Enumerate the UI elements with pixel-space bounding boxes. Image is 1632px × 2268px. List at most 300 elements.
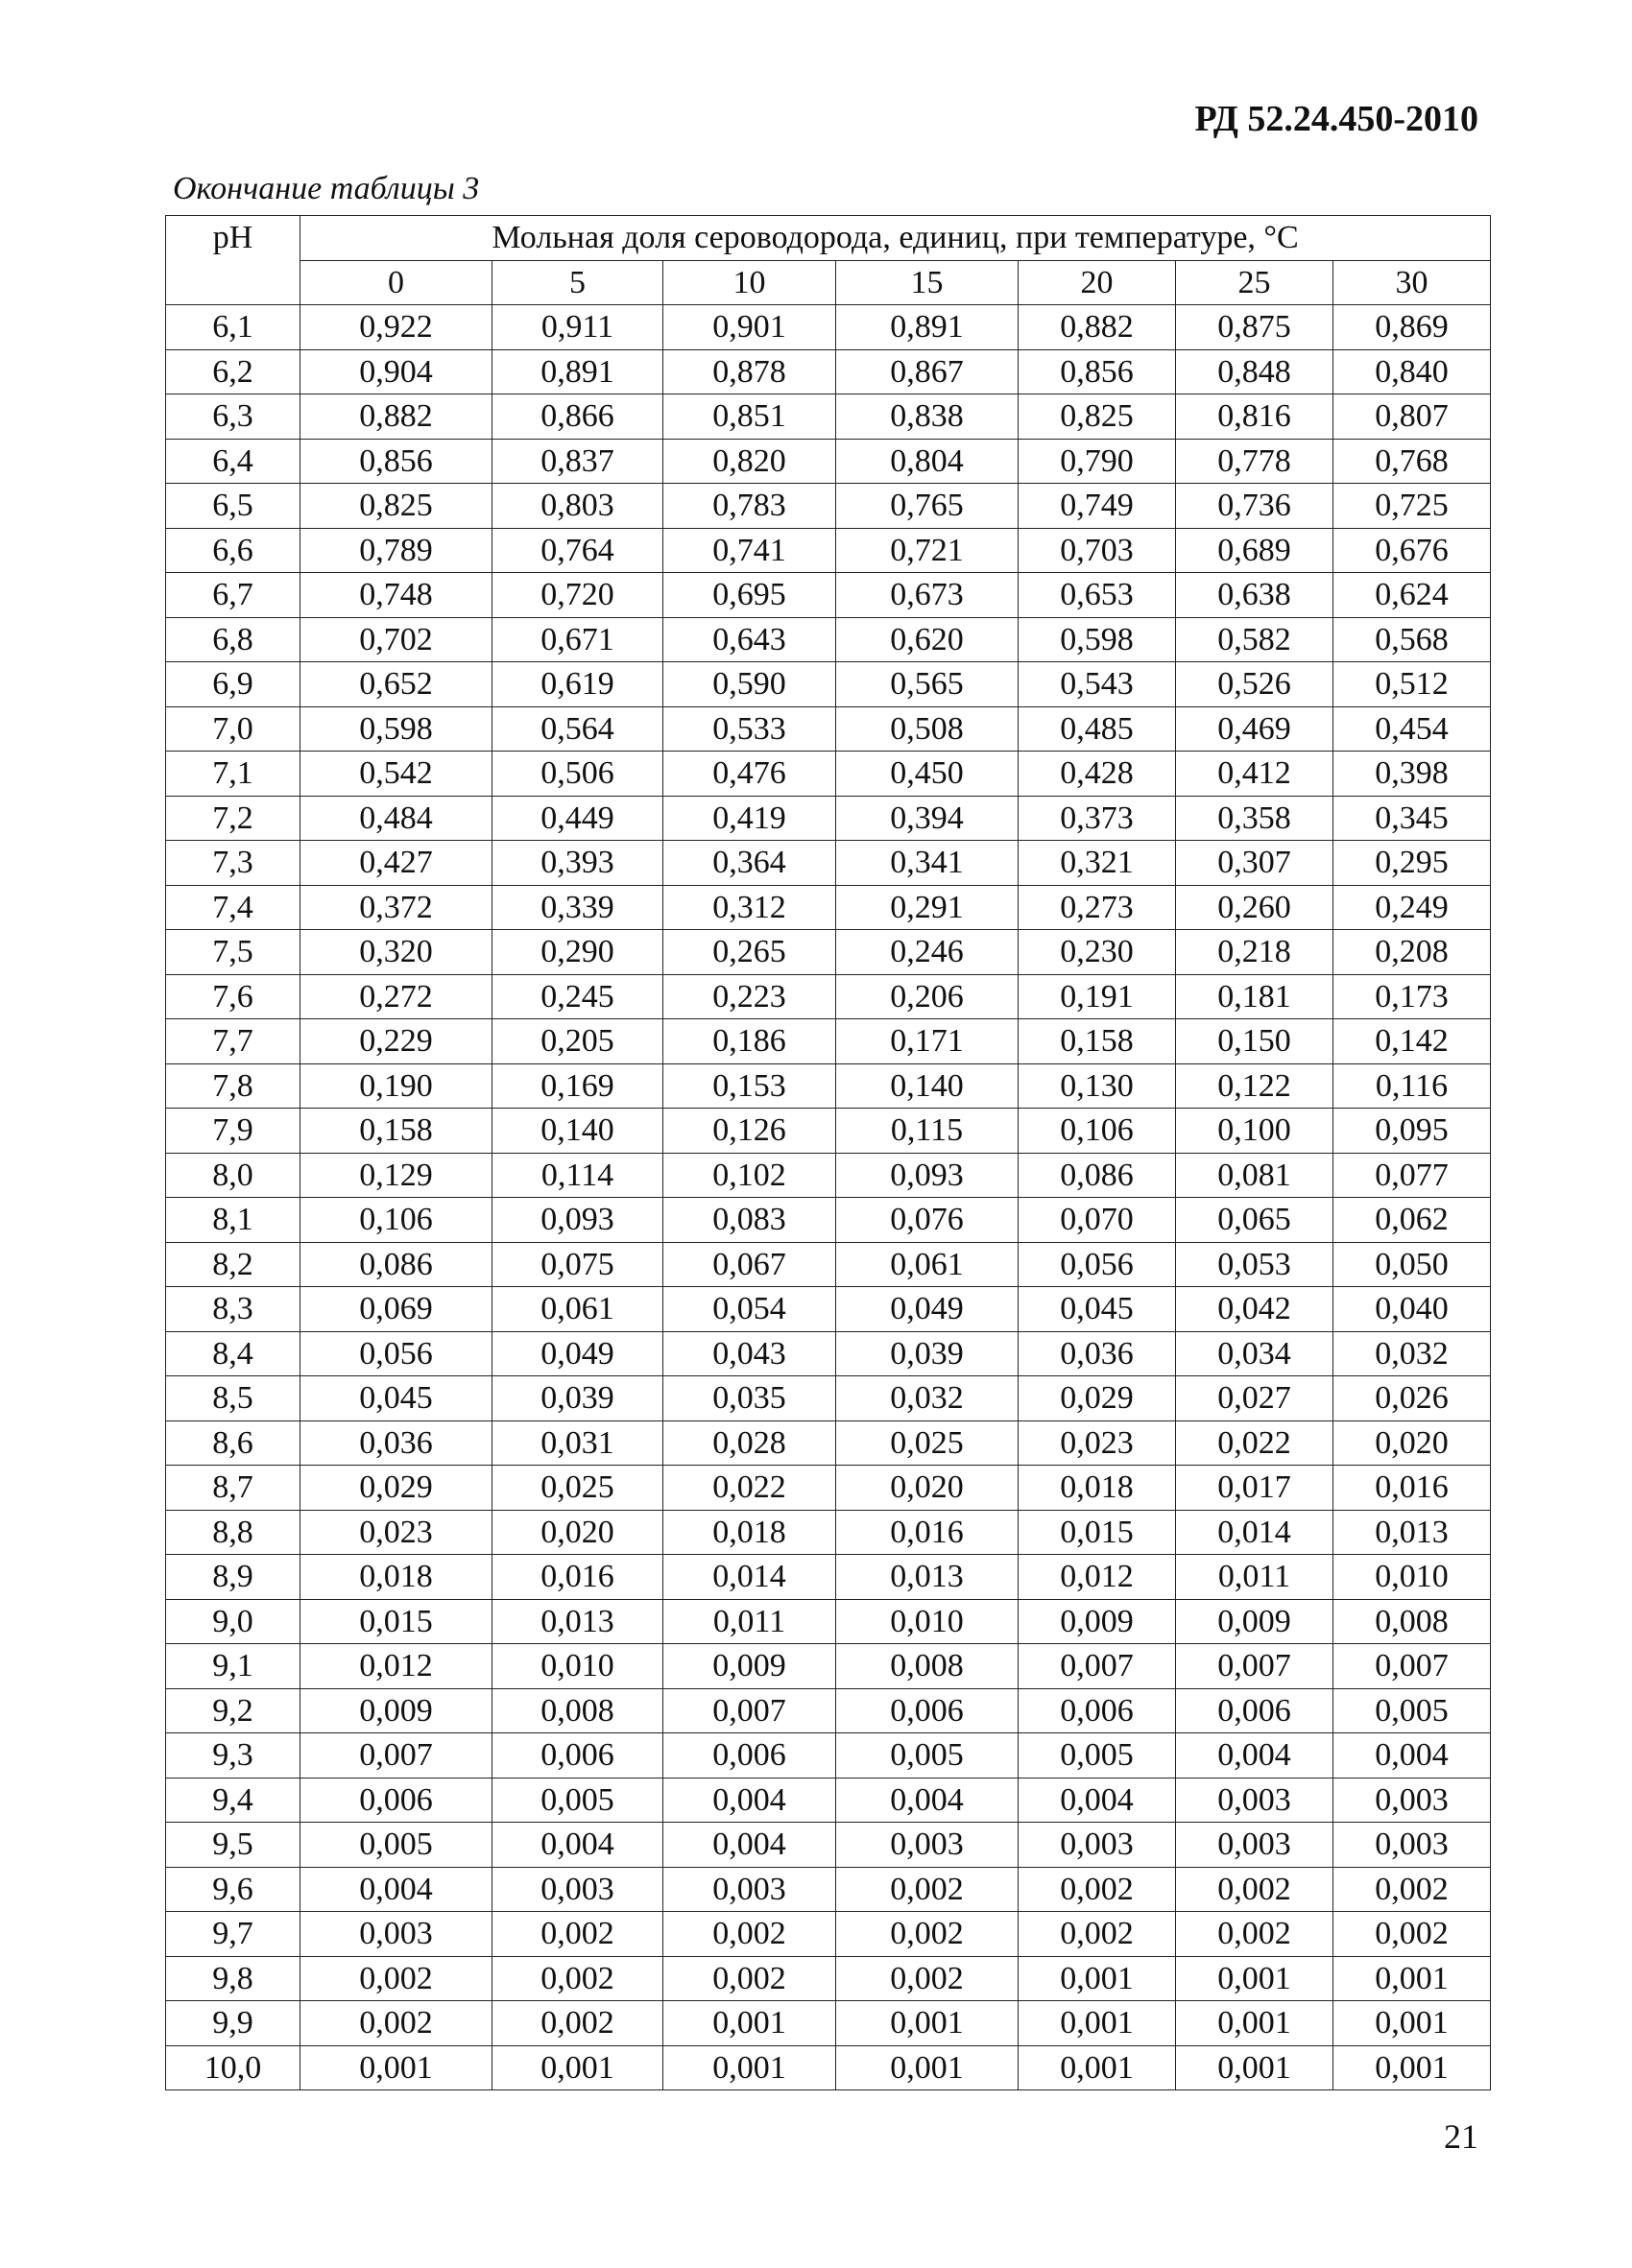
mole-fraction-cell: 0,394 [836,796,1019,841]
mole-fraction-cell: 0,056 [1019,1242,1176,1287]
mole-fraction-cell: 0,565 [836,662,1019,707]
ph-cell: 6,1 [166,305,300,350]
mole-fraction-cell: 0,598 [1019,617,1176,662]
mole-fraction-cell: 0,173 [1333,974,1491,1019]
ph-cell: 6,2 [166,349,300,394]
table-row [166,1420,1491,1466]
mole-fraction-cell: 0,272 [300,974,492,1019]
ph-cell: 6,6 [166,528,300,573]
mole-fraction-cell: 0,875 [1176,305,1333,350]
mole-fraction-cell: 0,010 [836,1599,1019,1644]
mole-fraction-cell: 0,022 [1176,1420,1333,1466]
ph-cell: 7,6 [166,974,300,1019]
mole-fraction-cell: 0,638 [1176,573,1333,618]
mole-fraction-cell: 0,003 [1176,1823,1333,1868]
mole-fraction-cell: 0,533 [663,706,836,752]
temperature-header: 5 [492,260,663,305]
mole-fraction-cell: 0,040 [1333,1287,1491,1332]
mole-fraction-cell: 0,142 [1333,1019,1491,1064]
temperature-header-row [166,260,1491,305]
mole-fraction-cell: 0,008 [1333,1599,1491,1644]
mole-fraction-cell: 0,783 [663,484,836,529]
mole-fraction-cell: 0,867 [836,349,1019,394]
ph-cell: 7,9 [166,1109,300,1154]
mole-fraction-cell: 0,295 [1333,841,1491,886]
mole-fraction-cell: 0,454 [1333,706,1491,752]
mole-fraction-cell: 0,013 [1333,1510,1491,1555]
mole-fraction-cell: 0,002 [1176,1912,1333,1957]
mole-fraction-cell: 0,007 [663,1688,836,1733]
mole-fraction-cell: 0,837 [492,439,663,484]
table-row [166,796,1491,841]
mole-fraction-cell: 0,054 [663,1287,836,1332]
mole-fraction-cell: 0,001 [1333,1956,1491,2001]
ph-cell: 7,3 [166,841,300,886]
mole-fraction-cell: 0,703 [1019,528,1176,573]
mole-fraction-cell: 0,023 [300,1510,492,1555]
mole-fraction-cell: 0,372 [300,885,492,930]
ph-cell: 7,8 [166,1063,300,1109]
mole-fraction-cell: 0,031 [492,1420,663,1466]
mole-fraction-cell: 0,001 [1176,2001,1333,2046]
mole-fraction-cell: 0,825 [300,484,492,529]
mole-fraction-cell: 0,004 [492,1823,663,1868]
ph-cell: 8,0 [166,1153,300,1198]
table-row [166,1198,1491,1243]
mole-fraction-cell: 0,114 [492,1153,663,1198]
table-body [166,305,1491,2090]
mole-fraction-cell: 0,671 [492,617,663,662]
table-row [166,1331,1491,1376]
table-row [166,394,1491,440]
mole-fraction-cell: 0,004 [663,1823,836,1868]
mole-fraction-cell: 0,036 [1019,1331,1176,1376]
mole-fraction-cell: 0,002 [836,1956,1019,2001]
mole-fraction-cell: 0,012 [300,1644,492,1689]
mole-fraction-cell: 0,721 [836,528,1019,573]
mole-fraction-cell: 0,003 [1333,1778,1491,1823]
table-caption: Окончание таблицы 3 [173,171,480,206]
mole-fraction-cell: 0,508 [836,706,1019,752]
mole-fraction-cell: 0,083 [663,1198,836,1243]
mole-fraction-cell: 0,100 [1176,1109,1333,1154]
mole-fraction-cell: 0,643 [663,617,836,662]
mole-fraction-cell: 0,748 [300,573,492,618]
mole-fraction-cell: 0,484 [300,796,492,841]
ph-cell: 8,7 [166,1466,300,1511]
mole-fraction-cell: 0,230 [1019,930,1176,975]
mole-fraction-cell: 0,039 [492,1376,663,1421]
table-row [166,484,1491,529]
temperature-header: 25 [1176,260,1333,305]
mole-fraction-cell: 0,069 [300,1287,492,1332]
mole-fraction-cell: 0,009 [1176,1599,1333,1644]
mole-fraction-cell: 0,126 [663,1109,836,1154]
mole-fraction-cell: 0,911 [492,305,663,350]
table-row [166,930,1491,975]
mole-fraction-cell: 0,205 [492,1019,663,1064]
mole-fraction-cell: 0,012 [1019,1555,1176,1600]
mole-fraction-cell: 0,003 [836,1823,1019,1868]
mole-fraction-cell: 0,140 [836,1063,1019,1109]
mole-fraction-cell: 0,001 [663,2001,836,2046]
mole-fraction-cell: 0,191 [1019,974,1176,1019]
mole-fraction-cell: 0,076 [836,1198,1019,1243]
mole-fraction-cell: 0,364 [663,841,836,886]
mole-fraction-cell: 0,689 [1176,528,1333,573]
mole-fraction-cell: 0,158 [1019,1019,1176,1064]
mole-fraction-cell: 0,820 [663,439,836,484]
mole-fraction-cell: 0,290 [492,930,663,975]
mole-fraction-cell: 0,002 [492,2001,663,2046]
mole-fraction-cell: 0,428 [1019,752,1176,797]
mole-fraction-cell: 0,029 [1019,1376,1176,1421]
mole-fraction-cell: 0,018 [300,1555,492,1600]
ph-cell: 9,7 [166,1912,300,1957]
mole-fraction-cell: 0,023 [1019,1420,1176,1466]
mole-fraction-cell: 0,006 [492,1733,663,1779]
mole-fraction-cell: 0,106 [300,1198,492,1243]
mole-fraction-cell: 0,001 [836,2045,1019,2090]
mole-fraction-cell: 0,765 [836,484,1019,529]
mole-fraction-cell: 0,050 [1333,1242,1491,1287]
mole-fraction-cell: 0,339 [492,885,663,930]
mole-fraction-cell: 0,469 [1176,706,1333,752]
mole-fraction-cell: 0,373 [1019,796,1176,841]
mole-fraction-cell: 0,851 [663,394,836,440]
ph-cell: 6,7 [166,573,300,618]
table-row [166,305,1491,350]
mole-fraction-cell: 0,001 [1333,2001,1491,2046]
ph-cell: 8,6 [166,1420,300,1466]
mole-fraction-cell: 0,891 [492,349,663,394]
mole-fraction-cell: 0,130 [1019,1063,1176,1109]
mole-fraction-cell: 0,922 [300,305,492,350]
mole-fraction-cell: 0,049 [492,1331,663,1376]
mole-fraction-cell: 0,001 [1176,2045,1333,2090]
ph-cell: 6,3 [166,394,300,440]
mole-fraction-cell: 0,003 [300,1912,492,1957]
ph-cell: 9,4 [166,1778,300,1823]
ph-cell: 9,9 [166,2001,300,2046]
mole-fraction-cell: 0,003 [1019,1823,1176,1868]
mole-fraction-cell: 0,015 [1019,1510,1176,1555]
mole-fraction-cell: 0,265 [663,930,836,975]
mole-fraction-cell: 0,061 [836,1242,1019,1287]
mole-fraction-cell: 0,005 [836,1733,1019,1779]
ph-cell: 8,5 [166,1376,300,1421]
mole-fraction-cell: 0,476 [663,752,836,797]
mole-fraction-cell: 0,070 [1019,1198,1176,1243]
mole-fraction-cell: 0,582 [1176,617,1333,662]
mole-fraction-cell: 0,002 [836,1867,1019,1912]
ph-cell: 10,0 [166,2045,300,2090]
ph-cell: 7,2 [166,796,300,841]
mole-fraction-cell: 0,190 [300,1063,492,1109]
mole-fraction-cell: 0,273 [1019,885,1176,930]
mole-fraction-cell: 0,789 [300,528,492,573]
ph-cell: 7,1 [166,752,300,797]
mole-fraction-cell: 0,081 [1176,1153,1333,1198]
mole-fraction-cell: 0,598 [300,706,492,752]
mole-fraction-cell: 0,001 [1176,1956,1333,2001]
hydrogen-sulfide-table [165,215,1491,2090]
mole-fraction-cell: 0,010 [1333,1555,1491,1600]
ph-cell: 9,5 [166,1823,300,1868]
ph-cell: 6,4 [166,439,300,484]
mole-fraction-cell: 0,009 [1019,1599,1176,1644]
mole-fraction-cell: 0,062 [1333,1198,1491,1243]
table-row [166,1063,1491,1109]
mole-fraction-cell: 0,014 [663,1555,836,1600]
mole-fraction-cell: 0,804 [836,439,1019,484]
table-row [166,528,1491,573]
mole-fraction-cell: 0,065 [1176,1198,1333,1243]
mole-fraction-cell: 0,009 [300,1688,492,1733]
mole-fraction-cell: 0,016 [836,1510,1019,1555]
ph-cell: 6,9 [166,662,300,707]
ph-cell: 7,0 [166,706,300,752]
table-row [166,974,1491,1019]
table-row [166,1287,1491,1332]
table-row [166,1019,1491,1064]
table-row [166,662,1491,707]
mole-fraction-cell: 0,741 [663,528,836,573]
table-row [166,1466,1491,1511]
mole-fraction-cell: 0,653 [1019,573,1176,618]
mole-fraction-cell: 0,590 [663,662,836,707]
mole-fraction-cell: 0,006 [300,1778,492,1823]
mole-fraction-cell: 0,150 [1176,1019,1333,1064]
mole-fraction-cell: 0,002 [1019,1867,1176,1912]
mole-fraction-cell: 0,008 [836,1644,1019,1689]
mole-fraction-cell: 0,034 [1176,1331,1333,1376]
mole-fraction-cell: 0,095 [1333,1109,1491,1154]
mole-fraction-cell: 0,778 [1176,439,1333,484]
mole-fraction-cell: 0,393 [492,841,663,886]
table-row [166,1109,1491,1154]
mole-fraction-cell: 0,026 [1333,1376,1491,1421]
mole-fraction-cell: 0,398 [1333,752,1491,797]
ph-cell: 8,2 [166,1242,300,1287]
mole-fraction-cell: 0,025 [492,1466,663,1511]
ph-cell: 7,5 [166,930,300,975]
table-row [166,1823,1491,1868]
temperature-header: 0 [300,260,492,305]
page-number: 21 [1444,2117,1478,2156]
mole-fraction-cell: 0,260 [1176,885,1333,930]
mole-fraction-cell: 0,206 [836,974,1019,1019]
temperature-header: 30 [1333,260,1491,305]
mole-fraction-cell: 0,032 [836,1376,1019,1421]
mole-fraction-cell: 0,028 [663,1420,836,1466]
document-code: РД 52.24.450-2010 [1194,99,1478,139]
mole-fraction-cell: 0,764 [492,528,663,573]
mole-fraction-cell: 0,001 [663,2045,836,2090]
mole-fraction-cell: 0,075 [492,1242,663,1287]
mole-fraction-cell: 0,904 [300,349,492,394]
mole-fraction-cell: 0,321 [1019,841,1176,886]
mole-fraction-cell: 0,007 [1176,1644,1333,1689]
table-row [166,1510,1491,1555]
mole-fraction-cell: 0,003 [1333,1823,1491,1868]
mole-fraction-cell: 0,067 [663,1242,836,1287]
mole-fraction-group-header: Мольная доля сероводорода, единиц, при температуре, °C [300,216,1491,261]
mole-fraction-cell: 0,116 [1333,1063,1491,1109]
mole-fraction-cell: 0,449 [492,796,663,841]
ph-cell: 9,0 [166,1599,300,1644]
mole-fraction-cell: 0,341 [836,841,1019,886]
ph-cell: 6,8 [166,617,300,662]
temperature-header: 20 [1019,260,1176,305]
table-row [166,1912,1491,1957]
ph-cell: 9,6 [166,1867,300,1912]
ph-cell: 8,9 [166,1555,300,1600]
table-row [166,1599,1491,1644]
mole-fraction-cell: 0,003 [492,1867,663,1912]
ph-cell: 9,1 [166,1644,300,1689]
table-row [166,573,1491,618]
table-row [166,885,1491,930]
mole-fraction-cell: 0,866 [492,394,663,440]
mole-fraction-cell: 0,011 [663,1599,836,1644]
mole-fraction-cell: 0,695 [663,573,836,618]
mole-fraction-cell: 0,838 [836,394,1019,440]
mole-fraction-cell: 0,882 [300,394,492,440]
mole-fraction-cell: 0,002 [663,1956,836,2001]
table-row [166,617,1491,662]
mole-fraction-cell: 0,061 [492,1287,663,1332]
mole-fraction-cell: 0,320 [300,930,492,975]
mole-fraction-cell: 0,702 [300,617,492,662]
ph-cell: 9,3 [166,1733,300,1779]
mole-fraction-cell: 0,002 [663,1912,836,1957]
mole-fraction-cell: 0,158 [300,1109,492,1154]
mole-fraction-cell: 0,790 [1019,439,1176,484]
mole-fraction-cell: 0,245 [492,974,663,1019]
mole-fraction-cell: 0,003 [663,1867,836,1912]
mole-fraction-cell: 0,512 [1333,662,1491,707]
mole-fraction-cell: 0,007 [1019,1644,1176,1689]
mole-fraction-cell: 0,358 [1176,796,1333,841]
temperature-header: 10 [663,260,836,305]
table-row [166,841,1491,886]
mole-fraction-cell: 0,171 [836,1019,1019,1064]
mole-fraction-cell: 0,053 [1176,1242,1333,1287]
table-row [166,1867,1491,1912]
mole-fraction-cell: 0,045 [1019,1287,1176,1332]
mole-fraction-cell: 0,001 [1019,1956,1176,2001]
mole-fraction-cell: 0,002 [1019,1912,1176,1957]
mole-fraction-cell: 0,807 [1333,394,1491,440]
mole-fraction-cell: 0,208 [1333,930,1491,975]
mole-fraction-cell: 0,878 [663,349,836,394]
mole-fraction-cell: 0,307 [1176,841,1333,886]
mole-fraction-cell: 0,542 [300,752,492,797]
ph-cell: 7,7 [166,1019,300,1064]
table-row [166,1778,1491,1823]
mole-fraction-cell: 0,009 [663,1644,836,1689]
mole-fraction-cell: 0,001 [1019,2001,1176,2046]
mole-fraction-cell: 0,869 [1333,305,1491,350]
mole-fraction-cell: 0,007 [1333,1644,1491,1689]
mole-fraction-cell: 0,122 [1176,1063,1333,1109]
mole-fraction-cell: 0,002 [300,2001,492,2046]
mole-fraction-cell: 0,008 [492,1688,663,1733]
mole-fraction-cell: 0,005 [1019,1733,1176,1779]
mole-fraction-cell: 0,246 [836,930,1019,975]
mole-fraction-cell: 0,029 [300,1466,492,1511]
table-row [166,1555,1491,1600]
mole-fraction-cell: 0,564 [492,706,663,752]
mole-fraction-cell: 0,856 [1019,349,1176,394]
table-row [166,1153,1491,1198]
mole-fraction-cell: 0,004 [1019,1778,1176,1823]
mole-fraction-cell: 0,018 [1019,1466,1176,1511]
ph-column-header: pH [166,216,300,305]
table-row [166,1644,1491,1689]
mole-fraction-cell: 0,002 [1176,1867,1333,1912]
mole-fraction-cell: 0,169 [492,1063,663,1109]
mole-fraction-cell: 0,223 [663,974,836,1019]
mole-fraction-cell: 0,725 [1333,484,1491,529]
table-row [166,1242,1491,1287]
mole-fraction-cell: 0,093 [836,1153,1019,1198]
mole-fraction-cell: 0,419 [663,796,836,841]
mole-fraction-cell: 0,891 [836,305,1019,350]
mole-fraction-cell: 0,186 [663,1019,836,1064]
mole-fraction-cell: 0,020 [1333,1420,1491,1466]
mole-fraction-cell: 0,002 [300,1956,492,2001]
mole-fraction-cell: 0,015 [300,1599,492,1644]
mole-fraction-cell: 0,003 [1176,1778,1333,1823]
mole-fraction-cell: 0,045 [300,1376,492,1421]
mole-fraction-cell: 0,901 [663,305,836,350]
mole-fraction-cell: 0,001 [300,2045,492,2090]
mole-fraction-cell: 0,005 [300,1823,492,1868]
mole-fraction-cell: 0,229 [300,1019,492,1064]
mole-fraction-cell: 0,543 [1019,662,1176,707]
mole-fraction-cell: 0,427 [300,841,492,886]
mole-fraction-cell: 0,153 [663,1063,836,1109]
mole-fraction-cell: 0,106 [1019,1109,1176,1154]
ph-cell: 8,1 [166,1198,300,1243]
mole-fraction-cell: 0,506 [492,752,663,797]
table-row [166,1376,1491,1421]
mole-fraction-cell: 0,018 [663,1510,836,1555]
mole-fraction-cell: 0,002 [836,1912,1019,1957]
mole-fraction-cell: 0,086 [300,1242,492,1287]
temperature-header: 15 [836,260,1019,305]
mole-fraction-cell: 0,485 [1019,706,1176,752]
ph-cell: 9,8 [166,1956,300,2001]
mole-fraction-cell: 0,619 [492,662,663,707]
mole-fraction-cell: 0,004 [836,1778,1019,1823]
table-row [166,349,1491,394]
mole-fraction-cell: 0,036 [300,1420,492,1466]
mole-fraction-cell: 0,042 [1176,1287,1333,1332]
table-row [166,752,1491,797]
mole-fraction-cell: 0,001 [492,2045,663,2090]
mole-fraction-cell: 0,001 [1019,2045,1176,2090]
mole-fraction-cell: 0,624 [1333,573,1491,618]
mole-fraction-cell: 0,002 [1333,1912,1491,1957]
mole-fraction-cell: 0,027 [1176,1376,1333,1421]
ph-cell: 9,2 [166,1688,300,1733]
mole-fraction-cell: 0,181 [1176,974,1333,1019]
mole-fraction-cell: 0,848 [1176,349,1333,394]
mole-fraction-cell: 0,856 [300,439,492,484]
